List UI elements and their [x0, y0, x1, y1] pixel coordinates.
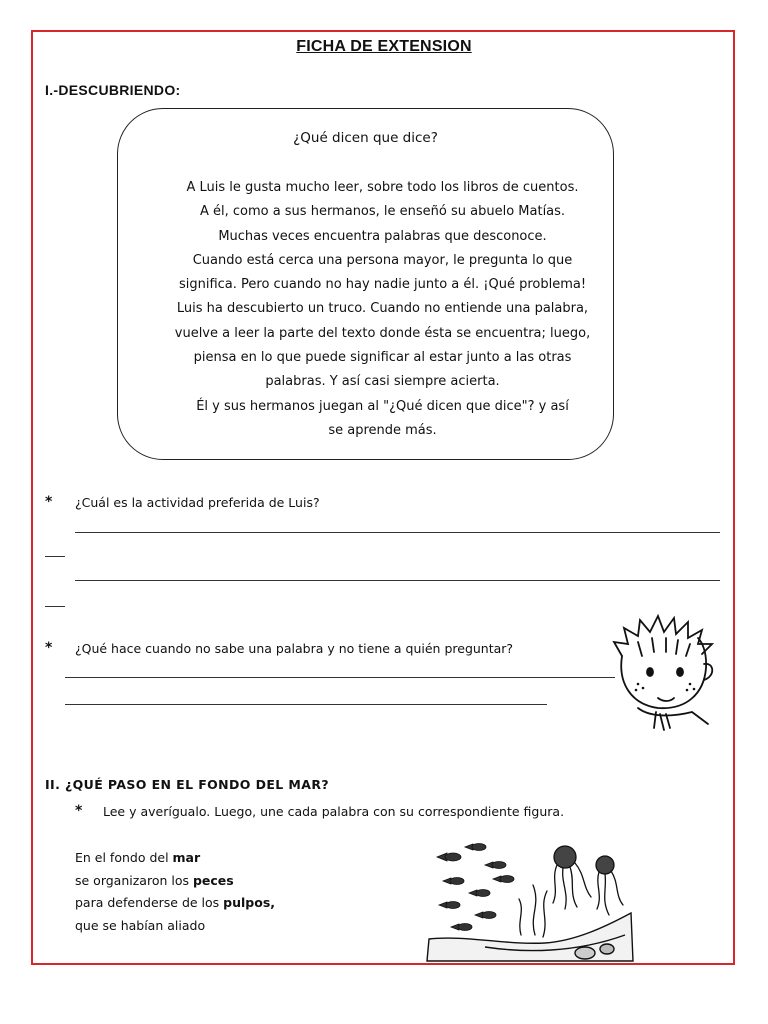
story-line: vuelve a leer la parte del texto donde ésta se encuentra; luego, — [174, 325, 591, 341]
story-line: Luis ha descubierto un truco. Cuando no entiende una palabra, — [176, 301, 589, 317]
story-line: A él, como a sus hermanos, le enseñó su abuelo Matías. — [199, 204, 566, 220]
question-2: ¿Qué hace cuando no sabe una palabra y no tiene a quién preguntar? — [75, 641, 514, 656]
story-line: piensa en lo que puede significar al estar junto a las otras — [193, 350, 572, 366]
story-line: A Luis le gusta mucho leer, sobre todo los libros de cuentos. — [186, 180, 579, 195]
answer-line-1-cont[interactable] — [45, 556, 65, 557]
section-2-heading: II. ¿QUÉ PASO EN EL FONDO DEL MAR? — [45, 777, 329, 792]
bullet-star: * — [75, 803, 83, 819]
story-line: Él y sus hermanos juegan al "¿Qué dicen que dice"? y así — [196, 398, 569, 414]
answer-line-2-cont[interactable] — [45, 606, 65, 607]
section-1-heading: I.-DESCUBRIENDO: — [45, 82, 181, 98]
word-mar[interactable]: mar — [172, 850, 201, 865]
word-pulpos[interactable]: pulpos — [223, 895, 271, 910]
story-text — [117, 176, 648, 443]
answer-line-2[interactable] — [75, 580, 720, 581]
sea-bottom-illustration[interactable] — [425, 835, 635, 963]
poem — [75, 847, 275, 937]
story-title: ¿Qué dicen que dice? — [293, 130, 438, 146]
bullet-star: * — [45, 494, 53, 510]
story-line: palabras. Y así casi siempre acierta. — [265, 374, 500, 390]
bullet-star: * — [45, 640, 53, 656]
poem-line-4: que se habían aliado — [75, 917, 206, 933]
question-1: ¿Cuál es la actividad preferida de Luis? — [75, 495, 320, 510]
word-peces[interactable]: peces — [192, 872, 234, 888]
story-line: Cuando está cerca una persona mayor, le pregunta lo que — [192, 252, 573, 268]
boy-face-illustration — [608, 612, 720, 732]
story-line: Muchas veces encuentra palabras que desconoce. — [218, 228, 547, 244]
story-line: se aprende más. — [328, 422, 437, 438]
answer-line-3[interactable] — [65, 677, 615, 678]
answer-line-1[interactable] — [75, 532, 720, 533]
worksheet-title: FICHA DE EXTENSION — [296, 38, 472, 55]
poem-line-2: se organizaron los peces — [75, 872, 234, 888]
poem-line-1: En el fondo del mar — [75, 850, 201, 865]
story-line: significa. Pero cuando no hay nadie junto a él. ¡Qué problema! — [178, 277, 587, 293]
answer-line-4[interactable] — [65, 704, 547, 705]
poem-line-3: para defenderse de los pulpos, — [75, 895, 276, 910]
instruction-text: Lee y averígualo. Luego, une cada palabra con su correspondiente figura. — [103, 804, 565, 819]
